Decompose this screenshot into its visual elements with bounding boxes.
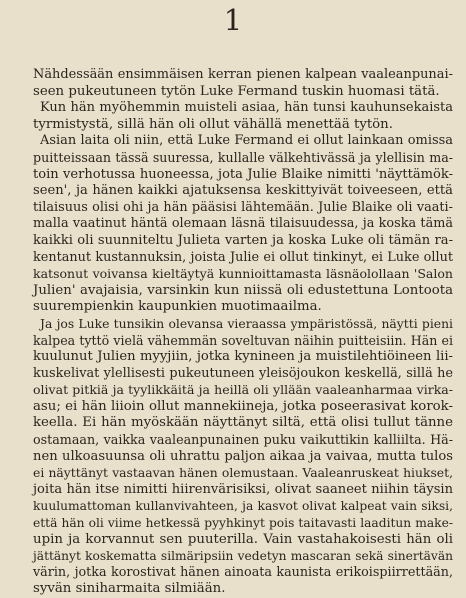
text-line: kaikki oli suunniteltu Julieta varten ja koska Luke oli tämän ra-: [33, 232, 453, 248]
text-line: kalpea tyttö vielä vähemmän soveltuvan näihin puitteisiin. Hän ei: [33, 332, 453, 348]
text-line: puitteissaan tässä suuressa, kullalle välkehtivässä ja ylellisin ma-: [33, 149, 453, 165]
text-line: joita hän itse nimitti hiirenvärisiksi, olivat saaneet niihin täysin: [33, 481, 453, 497]
text-line: malla vaatinut häntä olemaan läsnä tilaisuudessa, ja koska tämä: [33, 216, 453, 232]
text-line: kentanut kustannuksin, joista Julie ei ollut tinkinyt, ei Luke ollut: [33, 249, 453, 265]
text-line: Ja jos Luke tunsikin olevansa vieraassa ympäristössä, näytti pieni: [40, 316, 453, 331]
text-line: että hän oli viime hetkessä pyyhkinyt pois taitavasti laaditun make-: [33, 516, 453, 531]
text-line: tilaisuus olisi ohi ja hän pääsisi lähtemään. Julie Blaike oli vaati-: [33, 199, 453, 215]
text-line: tyrmistystä, sillä hän oli ollut vähällä menettää tytön.: [33, 116, 393, 132]
paragraph: [33, 100, 453, 133]
text-line: jättänyt koskematta silmäripsiin vedetyn mascaran sekä sinertävän: [33, 549, 453, 564]
text-line: Nähdessään ensimmäisen kerran pienen kalpean vaaleanpunai-: [33, 67, 453, 82]
text-line: Asian laita oli niin, että Luke Fermand ei ollut lainkaan omissa: [40, 133, 453, 149]
text-line: Julien' avajaisia, varsinkin kun niissä oli edustettuna Lontoota: [33, 282, 453, 298]
text-line: keella. Ei hän myöskään näyttänyt siltä, että olisi tullut tänne: [33, 415, 453, 431]
text-line: nen ulkoasuunsa oli uhrattu paljon aikaa ja vaivaa, mutta tulos: [33, 448, 453, 464]
text-line: värin, jotka korostivat hänen ainoata kaunista erikoispiirrettään,: [33, 564, 453, 580]
text-line: kuulunut Julien myyjiin, jotka kynineen ja muistilehtiöineen lii-: [33, 349, 453, 365]
text-line: asu; ei hän liioin ollut mannekiineja, jotka poseerasivat korok-: [33, 398, 453, 414]
chapter-body: [33, 67, 453, 598]
text-line: katsonut voivansa kieltäytyä kunnioittamasta läsnäolollaan 'Salon: [33, 266, 453, 282]
chapter-number: 1: [223, 3, 243, 37]
text-line: kuulumattoman kullanvivahteen, ja kasvot olivat kalpeat vain siksi,: [33, 499, 453, 514]
text-line: ei näyttänyt vastaavan hänen olemustaan. Vaaleanruskeat hiukset,: [33, 466, 453, 481]
text-line: suurempienkin kaupunkien muotimaailma.: [33, 299, 322, 315]
text-line: Kun hän myöhemmin muisteli asiaa, hän tunsi kauhunsekaista: [40, 100, 453, 116]
paragraph: [33, 316, 453, 598]
text-line: seen', ja hänen kaikki ajatuksensa keskittyivät toiveeseen, että: [33, 183, 453, 199]
text-line: seen pukeutuneen tytön Luke Fermand tuskin huomasi tätä.: [33, 83, 440, 99]
text-line: syvän siniharmaita silmiään.: [33, 581, 226, 597]
text-line: kuskelivat ylellisesti pukeutuneen yleisöjoukon keskellä, sillä he: [33, 365, 453, 381]
paragraph: [33, 133, 453, 316]
paragraph: [33, 67, 453, 100]
text-line: toin verhotussa huoneessa, jota Julie Blaike nimitti 'näyttämök-: [33, 166, 453, 182]
text-line: olivat pitkiä ja tyylikkäitä ja heillä oli yllään vaaleanharmaa virka-: [33, 382, 453, 398]
text-line: upin ja korvannut sen puuterilla. Vain vastahakoisesti hän oli: [33, 531, 453, 547]
text-line: ostamaan, vaikka vaaleanpunainen puku vaikuttikin kalliilta. Hä-: [33, 432, 453, 448]
